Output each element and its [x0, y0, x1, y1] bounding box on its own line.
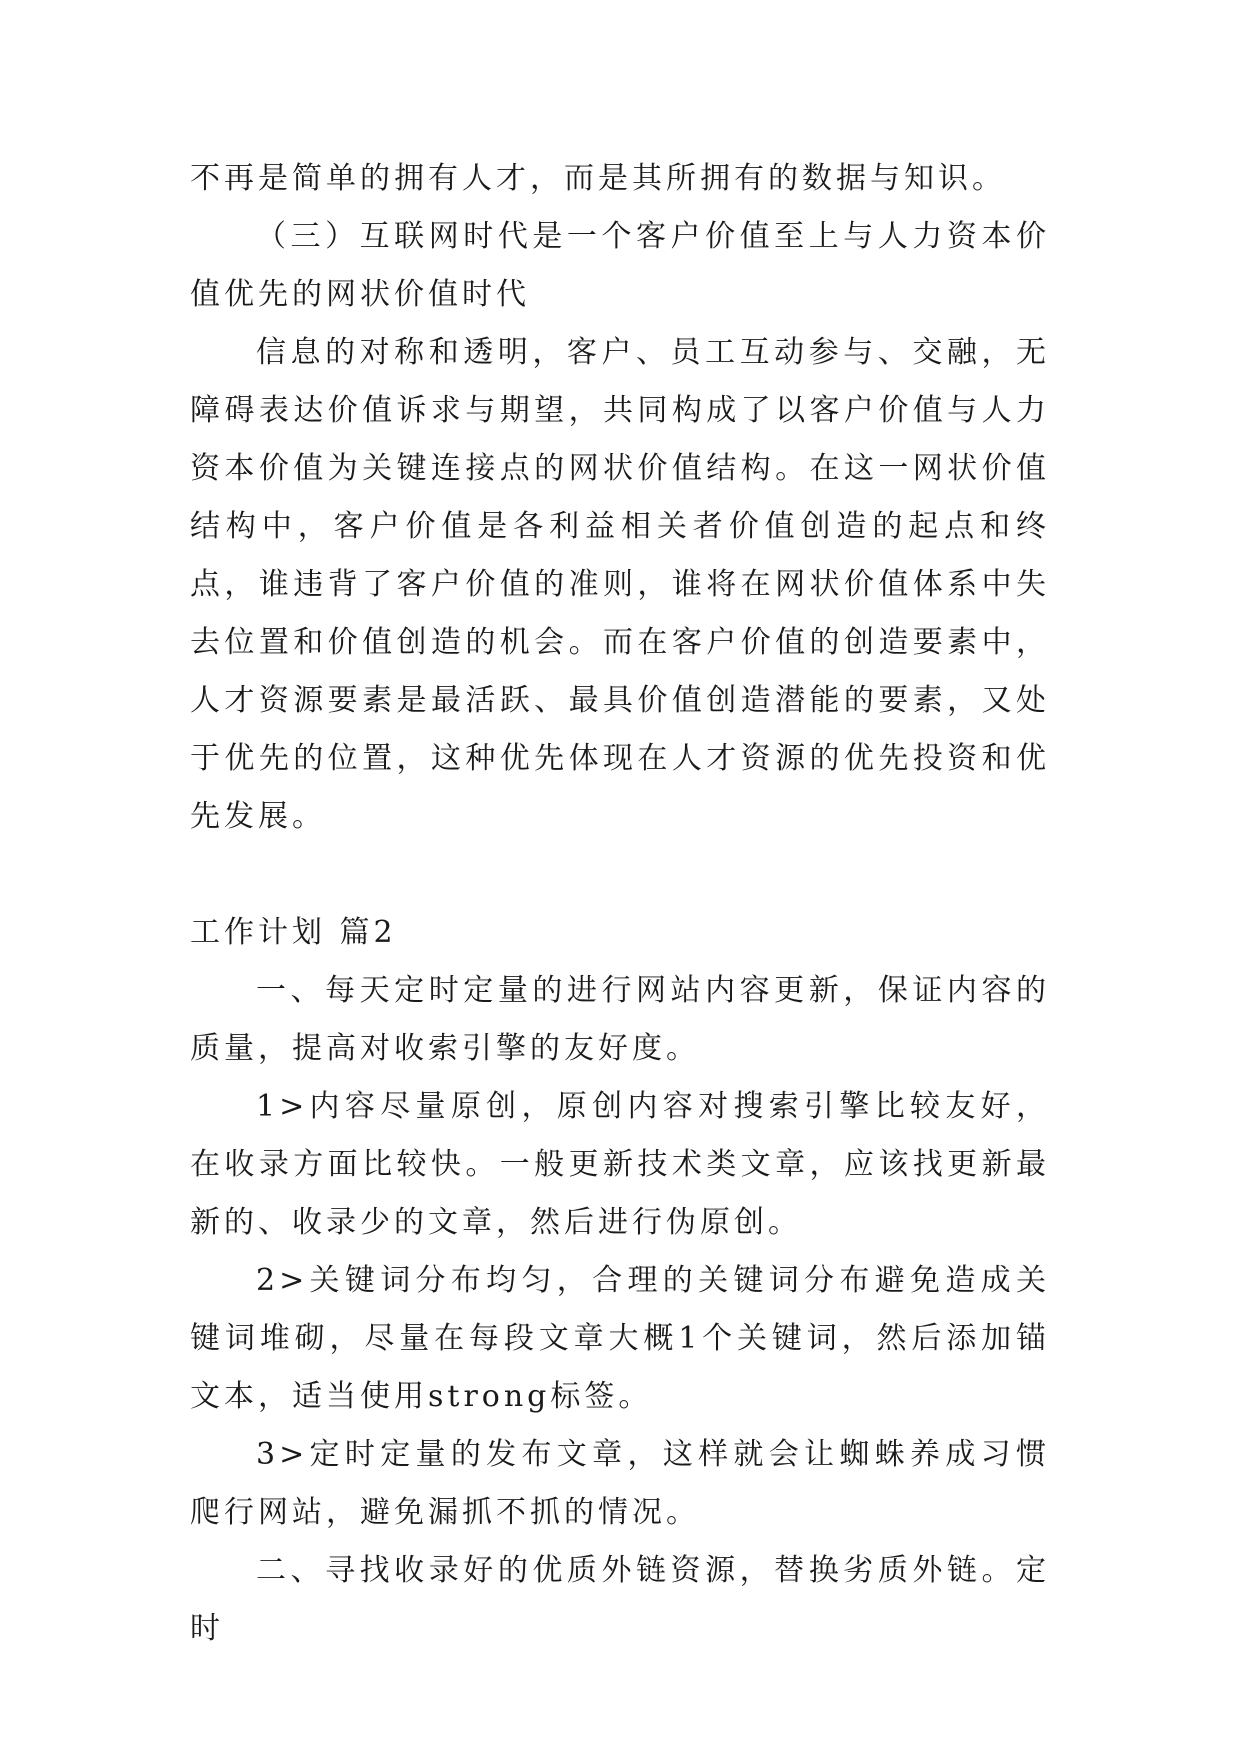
paragraph-item-1: 一、每天定时定量的进行网站内容更新，保证内容的质量，提高对收索引擎的友好度。 — [190, 973, 1050, 1066]
paragraph-item-1-1: 1>内容尽量原创，原创内容对搜索引擎比较友好，在收录方面比较快。一般更新技术类文章，应该找更新最新的、收录少的文章，然后进行伪原创。 — [190, 1089, 1050, 1240]
paragraph-item-2: 二、寻找收录好的优质外链资源，替换劣质外链。定时 — [190, 1553, 1050, 1646]
paragraph-item-1-3: 3>定时定量的发布文章，这样就会让蜘蛛养成习惯爬行网站，避免漏抓不抓的情况。 — [190, 1437, 1050, 1530]
document-body — [190, 150, 1050, 1658]
paragraph-network-value-structure: 信息的对称和透明，客户、员工互动参与、交融，无障碍表达价值诉求与期望，共同构成了以客户价值与人力资本价值为关键连接点的网状价值结构。在这一网状价值结构中，客户价值是各利益相关者价值创造的起点和终点，谁违背了客户价值的准则，谁将在网状价值体系中失去位置和价值创造的机会。而在客户价值的创造要素中，人才资源要素是最活跃、最具价值创造潜能的要素，又处于优先的位置，这种优先体现在人才资源的优先投资和优先发展。 — [190, 335, 1050, 834]
subheading-network-value-era: （三）互联网时代是一个客户价值至上与人力资本价值优先的网状价值时代 — [190, 219, 1050, 312]
paragraph-continuation: 不再是简单的拥有人才，而是其所拥有的数据与知识。 — [190, 161, 1006, 196]
section-title: 工作计划 篇2 — [190, 915, 397, 950]
paragraph-item-1-2: 2>关键词分布均匀，合理的关键词分布避免造成关键词堆砌，尽量在每段文章大概1个关键词，然后添加锚文本，适当使用strong标签。 — [190, 1263, 1050, 1414]
